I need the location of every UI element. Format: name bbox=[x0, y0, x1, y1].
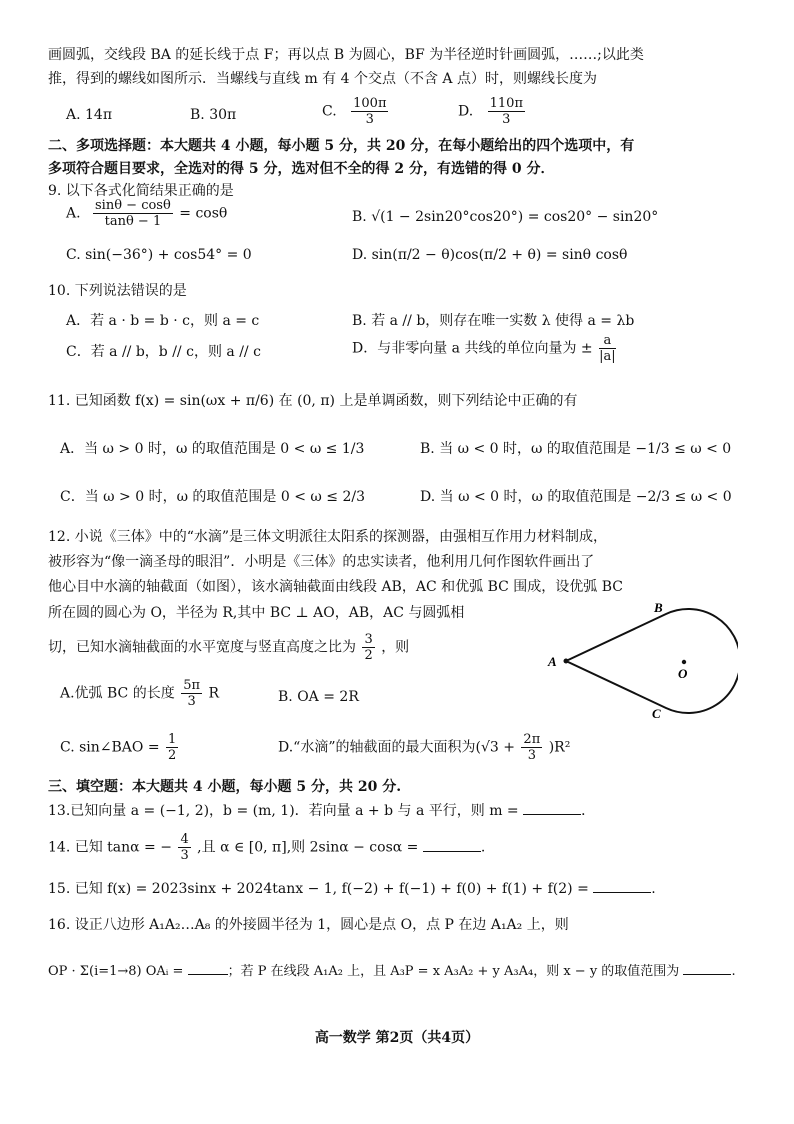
section2-heading-line2: 多项符合题目要求，全选对的得 5 分，选对但不全的得 2 分，有选错的得 0 分． bbox=[48, 161, 555, 177]
q15-answer-blank[interactable] bbox=[593, 880, 651, 893]
q11-stem: 11. 已知函数 f(x) = sin(ωx + π/6) 在 (0, π) 上是单调函数，则下列结论中正确的有 bbox=[48, 393, 578, 409]
page-footer: 高一数学 第2页（共4页） bbox=[314, 1030, 480, 1046]
q10-option-c: C．若 a // b，b // c，则 a // c bbox=[66, 344, 261, 360]
q10-option-d: D．与非零向量 a 共线的单位向量为 ± $\frac{a}{|a|}$ bbox=[352, 333, 616, 364]
section2-heading-line1: 二、多项选择题：本大题共 4 小题，每小题 5 分，共 20 分，在每小题给出的四个选项中，有 bbox=[48, 138, 635, 154]
label-a: A bbox=[548, 654, 557, 669]
q11-option-a: A．当 ω > 0 时，ω 的取值范围是 0 < ω ≤ 1/3 bbox=[60, 441, 365, 457]
q10-option-b: B. 若 a // b，则存在唯一实数 λ 使得 a = λb bbox=[352, 313, 635, 329]
section3-heading: 三、填空题：本大题共 4 小题，每小题 5 分，共 20 分. bbox=[48, 779, 402, 795]
q12-line1: 12. 小说《三体》中的“水滴”是三体文明派往太阳系的探测器，由强相互作用力材料制成， bbox=[48, 529, 608, 545]
q12-line5: 切，已知水滴轴截面的水平宽度与竖直高度之比为 $\frac{3}{2}$ ，则 bbox=[48, 632, 410, 663]
q13-answer-blank[interactable] bbox=[523, 802, 581, 815]
q9-option-c: C. sin(−36°) + cos54° = 0 bbox=[66, 247, 252, 263]
drop-outline bbox=[566, 609, 738, 713]
q12-line4: 所在圆的圆心为 O，半径为 R,其中 BC ⊥ AO，AB，AC 与圆弧相 bbox=[48, 605, 465, 621]
q10-stem: 10. 下列说法错误的是 bbox=[48, 283, 187, 299]
label-c: C bbox=[652, 706, 661, 721]
q11-option-b: B. 当 ω < 0 时，ω 的取值范围是 −1/3 ≤ ω < 0 bbox=[420, 441, 732, 457]
q12-line2: 被形容为“像一滴圣母的眼泪”．小明是《三体》的忠实读者，他利用几何作图软件画出了 bbox=[48, 554, 595, 570]
q16-answer-blank-1[interactable] bbox=[188, 962, 228, 975]
q15: 15. 已知 f(x) = 2023sinx + 2024tanx − 1, f(−2) + f(−1) + f(0) + f(1) + f(2) = . bbox=[48, 881, 656, 897]
q13: 13.已知向量 a = (−1, 2)，b = (m, 1)．若向量 a + b 与 a 平行，则 m = ． bbox=[48, 803, 596, 819]
q8-line2: 推，得到的螺线如图所示．当螺线与直线 m 有 4 个交点（不含 A 点）时，则螺线长度为 bbox=[48, 71, 597, 87]
q8-option-d: D. $\frac{110\pi}{3}$ bbox=[458, 96, 523, 127]
q16-answer-blank-2[interactable] bbox=[683, 962, 731, 975]
q8-option-b: B. 30π bbox=[190, 107, 237, 123]
q11-option-c: C．当 ω > 0 时，ω 的取值范围是 0 < ω ≤ 2/3 bbox=[60, 489, 365, 505]
q12-option-a: A.优弧 BC 的长度 $\frac{5\pi}{3}$ R bbox=[60, 678, 220, 709]
point-o bbox=[682, 660, 686, 664]
q12-option-b: B. OA = 2R bbox=[278, 689, 359, 705]
water-drop-figure bbox=[538, 596, 738, 724]
q14: 14. 已知 tanα = − $\frac{4}{3}$ ,且 α ∈ [0, π],则 2sinα − cosα = . bbox=[48, 832, 486, 863]
q9-stem: 9. 以下各式化简结果正确的是 bbox=[48, 183, 234, 199]
q10-option-a: A．若 a · b = b · c，则 a = c bbox=[66, 313, 260, 329]
point-a bbox=[564, 659, 569, 664]
q12-line3: 他心目中水滴的轴截面（如图），该水滴轴截面由线段 AB，AC 和优弧 BC 围成，设优弧 BC bbox=[48, 579, 623, 595]
q14-answer-blank[interactable] bbox=[423, 839, 481, 852]
q12-option-c: C. sin∠BAO = $\frac{1}{2}$ bbox=[60, 732, 177, 763]
q8-line1: 画圆弧，交线段 BA 的延长线于点 F；再以点 B 为圆心，BF 为半径逆时针画圆弧，……;以此类 bbox=[48, 47, 644, 63]
q12-option-d: D.“水滴”的轴截面的最大面积为(√3 + $\frac{2\pi}{3}$ )R² bbox=[278, 732, 571, 763]
q16-line1: 16. 设正八边形 A₁A₂…A₈ 的外接圆半径为 1，圆心是点 O，点 P 在边 A₁A₂ 上，则 bbox=[48, 917, 569, 933]
q8-option-c: C. $\frac{100\pi}{3}$ bbox=[322, 96, 387, 127]
q9-option-a: A. $\frac{\sin\theta - \cos\theta}{\tan\theta - 1}$ = cosθ bbox=[66, 198, 228, 229]
q16-line2: OP · Σ(i=1→8) OAᵢ = ；若 P 在线段 A₁A₂ 上，且 A₃P = x A₃A₂ + y A₃A₄，则 x − y 的取值范围为 . bbox=[48, 964, 736, 979]
q8-option-a: A. 14π bbox=[66, 107, 113, 123]
q9-option-b: B. √(1 − 2sin20°cos20°) = cos20° − sin20° bbox=[352, 209, 659, 225]
label-b: B bbox=[654, 600, 663, 615]
q11-option-d: D. 当 ω < 0 时，ω 的取值范围是 −2/3 ≤ ω < 0 bbox=[420, 489, 732, 505]
label-o: O bbox=[678, 666, 688, 681]
q9-option-d: D. sin(π/2 − θ)cos(π/2 + θ) = sinθ cosθ bbox=[352, 247, 628, 263]
